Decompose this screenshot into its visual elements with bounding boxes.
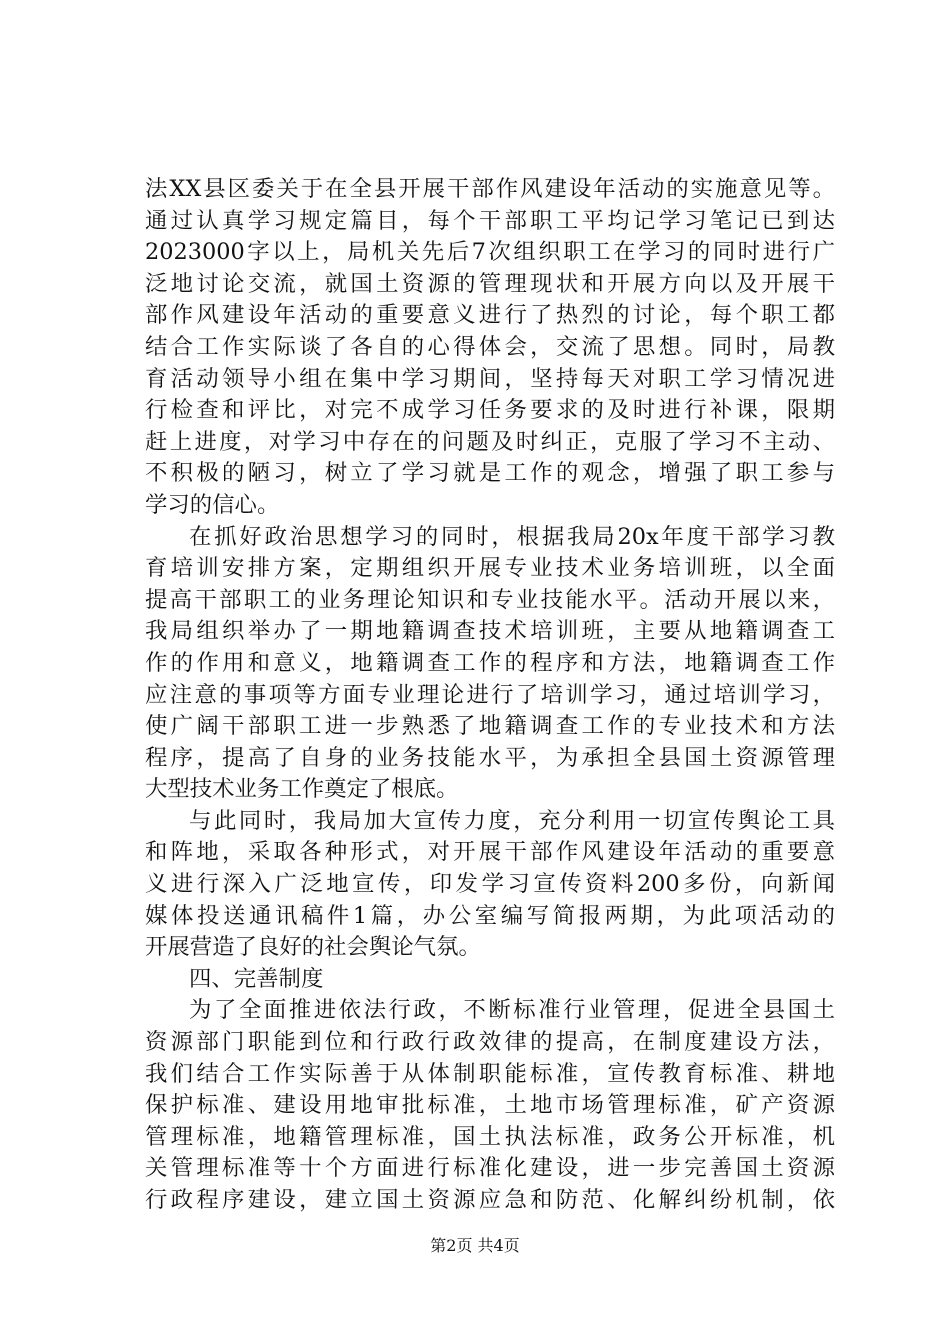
text-line: 我局组织举办了一期地籍调查技术培训班，主要从地籍调查工 [145,618,835,645]
text-line: 通过认真学习规定篇目，每个干部职工平均记学习笔记已到达 [145,207,835,234]
text-line: 程序，提高了自身的业务技能水平，为承担全县国土资源管理 [145,744,835,771]
text-line: 赶上进度，对学习中存在的问题及时纠正，克服了学习不主动、 [145,428,835,455]
page-number-footer: 第2页 共4页 [430,1236,520,1255]
text-line: 和阵地，采取各种形式，对开展干部作风建设年活动的重要意 [145,839,835,866]
text-line: 管理标准，地籍管理标准，国土执法标准，政务公开标准，机 [145,1123,835,1150]
text-line: 提高干部职工的业务理论知识和专业技能水平。活动开展以来， [145,586,835,613]
text-line: 学习的信心。 [145,491,280,518]
text-line: 应注意的事项等方面专业理论进行了培训学习，通过培训学习， [145,681,835,708]
text-line: 开展营造了良好的社会舆论气氛。 [145,934,481,961]
text-line: 结合工作实际谈了各自的心得体会，交流了思想。同时，局教 [145,333,835,360]
text-line: 资源部门职能到位和行政行政效律的提高，在制度建设方法， [145,1029,835,1056]
text-line: 部作风建设年活动的重要意义进行了热烈的讨论，每个职工都 [145,302,835,329]
section-heading: 四、完善制度 [189,965,324,992]
text-line: 行检查和评比，对完不成学习任务要求的及时进行补课，限期 [145,397,835,424]
text-line: 2023000字以上，局机关先后7次组织职工在学习的同时进行广 [145,239,835,266]
text-line: 育培训安排方案，定期组织开展专业技术业务培训班，以全面 [145,555,835,582]
document-body [145,174,835,1217]
paragraph-4 [145,995,835,1216]
text-line: 与此同时，我局加大宣传力度，充分利用一切宣传舆论工具 [189,807,835,834]
text-line: 我们结合工作实际善于从体制职能标准，宣传教育标准、耕地 [145,1060,835,1087]
paragraph-3 [145,806,835,964]
text-line: 大型技术业务工作奠定了根底。 [145,776,459,803]
text-line: 保护标准、建设用地审批标准，土地市场管理标准，矿产资源 [145,1092,835,1119]
text-line: 媒体投送通讯稿件1篇，办公室编写简报两期，为此项活动的 [145,902,835,929]
text-line: 法XX县区委关于在全县开展干部作风建设年活动的实施意见等。 [145,176,835,202]
paragraph-2 [145,522,835,806]
text-line: 泛地讨论交流，就国土资源的管理现状和开展方向以及开展干 [145,270,835,297]
text-line: 使广阔干部职工进一步熟悉了地籍调查工作的专业技术和方法 [145,713,835,740]
text-line: 为了全面推进依法行政，不断标准行业管理，促进全县国土 [189,997,835,1024]
text-line: 义进行深入广泛地宣传，印发学习宣传资料200多份，向新闻 [145,871,835,898]
text-line: 行政程序建设，建立国土资源应急和防范、化解纠纷机制，依 [145,1187,835,1213]
text-line: 在抓好政治思想学习的同时，根据我局20x年度干部学习教 [189,523,835,550]
text-line: 育活动领导小组在集中学习期间，坚持每天对职工学习情况进 [145,365,835,392]
text-line: 作的作用和意义，地籍调查工作的程序和方法，地籍调查工作 [145,649,835,676]
paragraph-1 [145,174,835,522]
text-line: 关管理标准等十个方面进行标准化建设，进一步完善国土资源 [145,1155,835,1182]
text-line: 不积极的陋习，树立了学习就是工作的观念，增强了职工参与 [145,460,835,487]
